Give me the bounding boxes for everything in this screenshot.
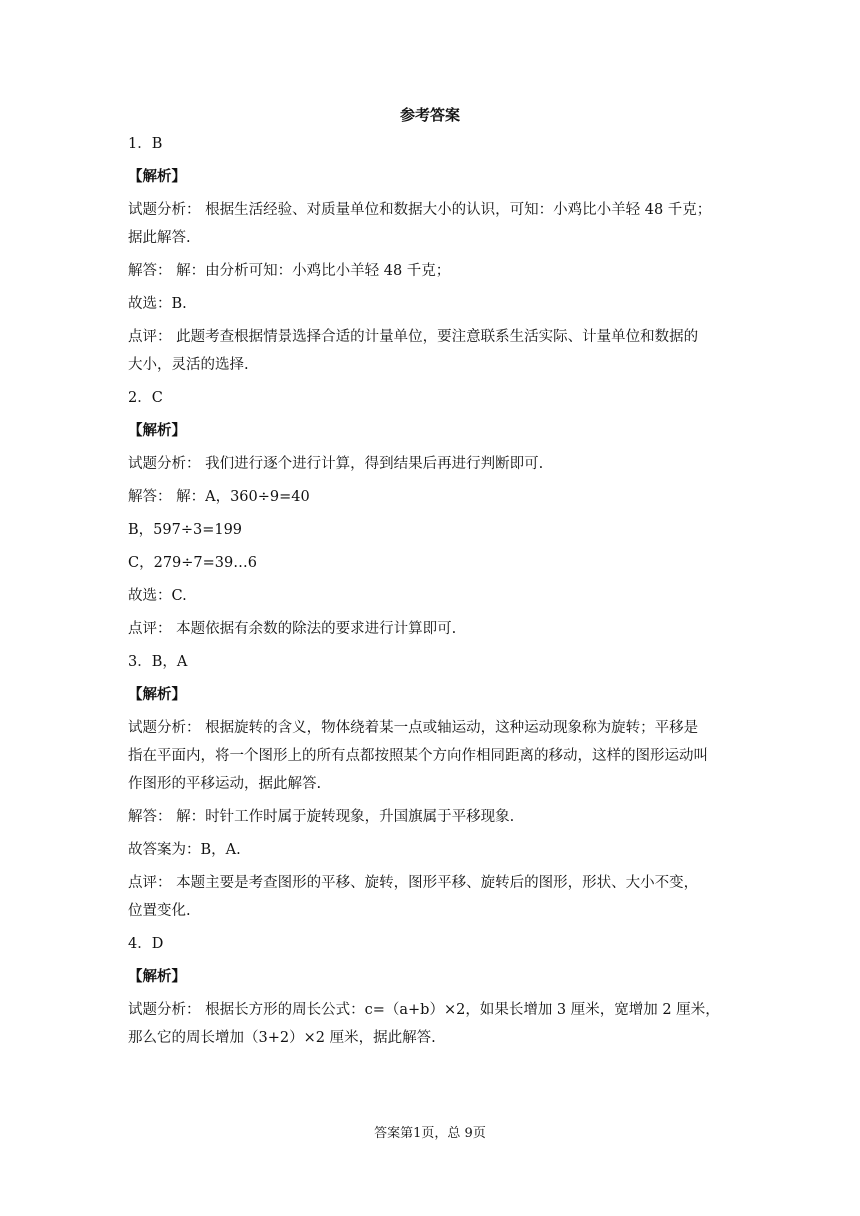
- text-line: 试题分析： 根据旋转的含义，物体绕着某一点或轴运动，这种运动现象称为旋转；平移是: [128, 720, 699, 736]
- text-line: 点评： 本题主要是考查图形的平移、旋转，图形平移、旋转后的图形，形状、大小不变，: [128, 875, 699, 891]
- section-heading: 【解析】: [128, 169, 186, 185]
- text-line: 点评： 本题依据有余数的除法的要求进行计算即可.: [128, 621, 457, 637]
- text-line: 4．D: [128, 936, 164, 952]
- text-line: 2．C: [128, 390, 163, 406]
- text-line: 试题分析： 我们进行逐个进行计算，得到结果后再进行判断即可.: [128, 456, 544, 472]
- text-line: 1．B: [128, 136, 163, 152]
- text-line: 故选：C.: [128, 588, 187, 604]
- text-line: 故选：B.: [128, 296, 187, 312]
- text-line: 点评： 此题考查根据情景选择合适的计量单位，要注意联系生活实际、计量单位和数据的: [128, 329, 699, 345]
- text-line: 试题分析： 根据长方形的周长公式：c=（a+b）×2，如果长增加 3 厘米，宽增加 2 厘米，: [128, 1002, 720, 1018]
- page-title: 参考答案: [399, 106, 460, 124]
- text-line: 3．B，A: [128, 654, 188, 670]
- answer-content: [128, 133, 738, 1060]
- text-line: 那么它的周长增加（3+2）×2 厘米，据此解答.: [128, 1030, 436, 1046]
- page-footer: 答案第1页，总 9页: [374, 1126, 486, 1141]
- text-line: C，279÷7=39…6: [128, 555, 257, 571]
- section-heading: 【解析】: [128, 423, 186, 439]
- text-line: 大小，灵活的选择.: [128, 357, 249, 373]
- text-line: 据此解答.: [128, 230, 191, 246]
- text-line: 位置变化.: [128, 903, 191, 919]
- text-line: 解答： 解：由分析可知：小鸡比小羊轻 48 千克；: [128, 263, 451, 279]
- text-line: 解答： 解：时针工作时属于旋转现象，升国旗属于平移现象.: [128, 809, 515, 825]
- text-line: 作图形的平移运动，据此解答.: [128, 776, 322, 792]
- text-line: 试题分析： 根据生活经验、对质量单位和数据大小的认识，可知：小鸡比小羊轻 48 千克；: [128, 202, 712, 218]
- section-heading: 【解析】: [128, 687, 186, 703]
- text-line: 解答： 解：A，360÷9=40: [128, 489, 310, 505]
- text-line: 指在平面内，将一个图形上的所有点都按照某个方向作相同距离的移动，这样的图形运动叫: [128, 748, 708, 764]
- section-heading: 【解析】: [128, 969, 186, 985]
- text-line: 故答案为：B，A.: [128, 842, 241, 858]
- text-line: B，597÷3=199: [128, 522, 243, 538]
